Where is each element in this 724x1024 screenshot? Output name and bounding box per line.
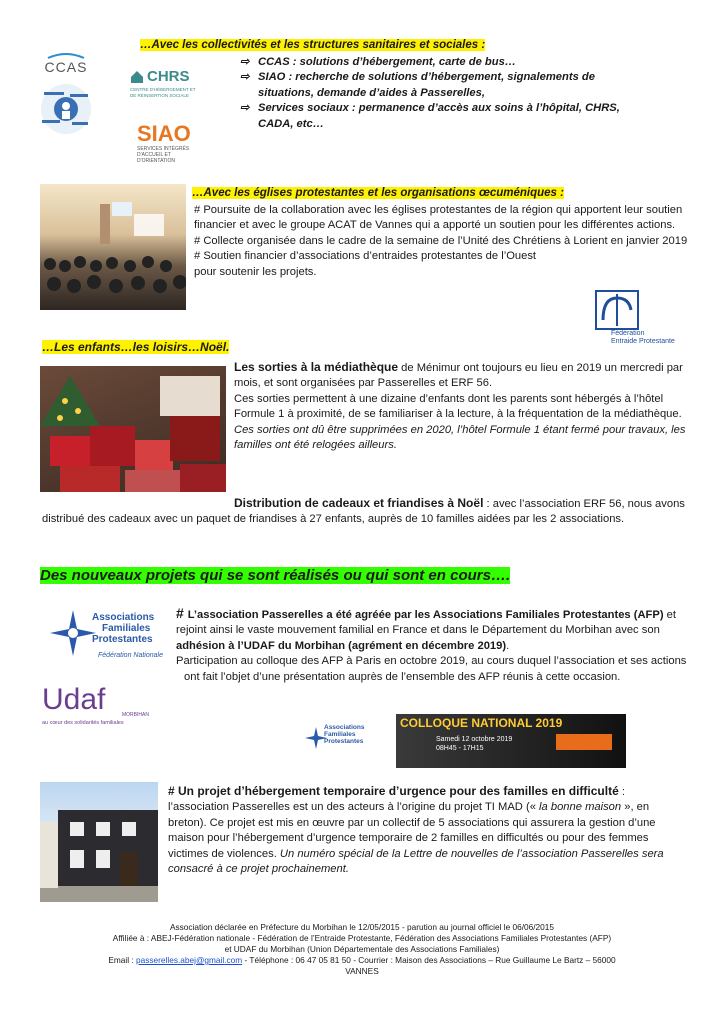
- footer-line: Affiliée à : ABEJ-Fédération nationale - Fédération de l’Entraide Protestante, Fédération des Associations Familiales Protestantes (AFP): [112, 933, 612, 943]
- afp-colloque-paragraph: Participation au colloque des AFP à Paris en octobre 2019, au cours duquel l’association et ses actions ont fait l’objet d’une présentation auprès de l’ensemble des AFP réunis à cette occasion.: [176, 655, 687, 683]
- church-gathering-photo: [40, 184, 186, 310]
- list-item: ⇨ Services sociaux : permanence d’accès aux soins à l’hôpital, CHRS, CADA, etc…: [240, 101, 650, 132]
- house-illustration: [40, 782, 158, 902]
- afp-logo: [48, 608, 178, 678]
- christmas-gifts-photo: [40, 366, 226, 492]
- chrs-logo: [130, 68, 210, 108]
- noel-paragraph: Distribution de cadeaux et friandises à Noël : avec l’association ERF 56, nous avons distribué des cadeaux avec un paquet de friandises à 27 enfants, auprès de 10 familles aidées par les 2 associations.: [42, 496, 685, 526]
- afp-cross-icon: [48, 608, 98, 658]
- afp-logo-line1: Associations: [92, 612, 155, 623]
- colloque-banner: [300, 714, 626, 768]
- arrow-right-icon: ⇨: [240, 102, 250, 115]
- page-footer: [40, 922, 684, 977]
- ti-mad-paragraph: # Un projet d’hébergement temporaire d’urgence pour des familles en difficulté : l’association Passerelles est un des acteurs à l’origine du projet TI MAD (« la bonne maison », en breton). Ce projet est mis en œuvre par un collectif de 5 associations qui assurera la gestion d’une maison pour l’hébergement d’urgence temporaire de 2 familles en difficultés ou pour des femmes victimes de violences. Un numéro spécial de la Lettre de nouvelles de l’association Passerelles sera consacré à ce projet prochainement.: [168, 784, 664, 876]
- ccas-logo: [40, 50, 92, 78]
- fep-emblem-icon: [595, 290, 639, 330]
- colloque-banner-logo-area: [300, 714, 396, 768]
- section1-heading: …Avec les collectivités et les structures sanitaires et sociales :: [140, 39, 486, 51]
- arrow-right-icon: ⇨: [240, 56, 250, 68]
- footer-line: Association déclarée en Préfecture du Morbihan le 12/05/2015 - parution au journal officiel le 06/06/2015: [169, 922, 555, 932]
- ti-mad-house-photo: [40, 782, 158, 902]
- church-photo-illustration: [40, 184, 186, 310]
- section2-body: [194, 203, 688, 280]
- footer-line: VANNES: [345, 966, 379, 976]
- house-icon: [130, 70, 144, 84]
- section2-heading: …Avec les églises protestantes et les organisations œcuméniques :: [192, 187, 564, 199]
- gifts-illustration: [40, 366, 226, 492]
- section2-paragraph: # Collecte organisée dans le cadre de la semaine de l’Unité des Chrétiens à Lorient en janvier 2019: [194, 234, 688, 247]
- siao-logo: [137, 122, 211, 172]
- footer-line: et UDAF du Morbihan (Union Départementale des Associations Familiales): [224, 944, 500, 954]
- afp-logo-line2: Familiales: [102, 623, 151, 634]
- section3-body: [234, 360, 686, 453]
- banner-afp-line3: Protestantes: [324, 738, 364, 745]
- colloque-badge: [556, 734, 612, 750]
- footer-email-link[interactable]: passerelles.abej@gmail.com: [136, 955, 243, 965]
- colloque-date: Samedi 12 octobre 2019: [436, 736, 513, 743]
- udaf-logo-text: Udaf: [42, 683, 106, 716]
- mediatheque-paragraph: Les sorties à la médiathèque de Ménimur ont toujours eu lieu en 2019 un mercredi par mois, et sont organisées par Passerelles et ERF 56.: [234, 360, 683, 390]
- ccas-logo-text: CCAS: [44, 59, 88, 75]
- afp-paragraph: # L’association Passerelles a été agréée par les Associations Familiales Protestantes (AFP) et rejoint ainsi le vaste mouvement familial en France et dans le Département du Morbihan avec son adhésion à l’UDAF du Morbihan (agrément en décembre 2019). Participation au colloque des AFP à Paris en octobre 2019, au cours duquel l’association et ses actions ont fait l’objet d’une présentation auprès de l’ensemble des AFP réunis à cette occasion.: [176, 606, 688, 685]
- mediatheque-suspension: Ces sorties ont dû être supprimées en 2020, l’hôtel Formule 1 étant fermé pour travaux, les familles ont été relogées ailleurs.: [234, 423, 686, 452]
- section2-paragraph: # Poursuite de la collaboration avec les églises protestantes de la région qui apportent leur soutien financier et avec le groupe ACAT de Vannes qui a apporté un soutien pour les différentes actions.: [194, 204, 683, 232]
- footer-contact-line: Email : passerelles.abej@gmail.com - Téléphone : 06 47 05 81 50 - Courrier : Maison des Associations – Rue Guillaume Le Bartz – 56000: [108, 955, 616, 965]
- afp-logo-sub: Fédération Nationale: [98, 652, 163, 659]
- siao-logo-sub: SERVICES INTÉGRÉS D'ACCUEIL ET D'ORIENTATION: [137, 146, 190, 164]
- udaf-logo-sub: au cœur des solidarités familiales: [42, 720, 124, 726]
- social-services-wordcloud: [36, 82, 96, 136]
- fep-logo-line2: Entraide Protestante: [611, 338, 675, 345]
- fep-logo-line1: Fédération: [611, 330, 645, 337]
- afp-logo-line3: Protestantes: [92, 634, 153, 645]
- chrs-logo-sub: CENTRE D'HÉBERGEMENT ET DE RÉINSERTION SOCIALE: [130, 87, 196, 98]
- colloque-time: 08H45 - 17H15: [436, 745, 484, 752]
- banner-afp-line2: Familiales: [324, 731, 356, 738]
- colloque-title: COLLOQUE NATIONAL 2019: [400, 716, 563, 730]
- section1-list: [240, 55, 650, 132]
- banner-afp-line1: Associations: [324, 724, 365, 731]
- udaf-logo-region: MORBIHAN: [122, 712, 149, 718]
- list-item: ⇨ CCAS : solutions d’hébergement, carte de bus…: [240, 55, 650, 70]
- udaf-logo: [42, 684, 166, 740]
- fep-logo: [595, 290, 705, 348]
- wordcloud-icon: [36, 82, 96, 136]
- mediatheque-detail: Ces sorties permettent à une dizaine d’enfants dont les parents sont hébergés à l’hôtel Formule 1 à proximité, de se familiariser à la lecture, à la fréquentation de la médiathèque.: [234, 392, 682, 421]
- list-item: ⇨ SIAO : recherche de solutions d’hébergement, signalements de situations, demande d’aides à Passerelles,: [240, 70, 650, 101]
- siao-logo-text: SIAO: [137, 121, 191, 146]
- arrow-right-icon: ⇨: [240, 71, 250, 84]
- section2-paragraph: # Soutien financier d’associations d’entraides protestantes de l’Ouest pour soutenir les projets.: [194, 250, 537, 278]
- section3-heading: …Les enfants…les loisirs…Noël.: [42, 340, 230, 354]
- section-collectivites: [0, 0, 724, 180]
- section4-heading: Des nouveaux projets qui se sont réalisés ou qui sont en cours….: [40, 567, 511, 584]
- chrs-logo-text: CHRS: [147, 68, 190, 85]
